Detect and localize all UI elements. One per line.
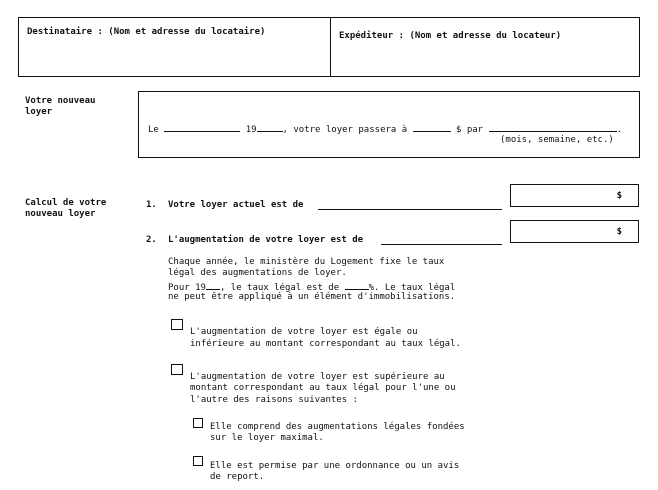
period-hint: (mois, semaine, etc.) xyxy=(500,135,614,145)
sentence-year: 19 xyxy=(245,125,257,135)
year-blank[interactable] xyxy=(206,279,220,290)
sub-option-1-line1: Elle comprend des augmentations légales fondées xyxy=(210,422,465,432)
option-a-line2: inférieure au montant correspondant au taux légal. xyxy=(190,339,461,349)
sender-label: Expéditeur : (Nom et adresse du locateur) xyxy=(339,31,562,41)
explanation-line4: ne peut être appliqué à un élément d'immobilisations. xyxy=(168,292,456,302)
new-rent-section-label-line2: loyer xyxy=(25,107,53,117)
item1-number: 1. xyxy=(146,200,157,210)
recipient-box xyxy=(18,17,331,77)
sub-option-1-checkbox[interactable] xyxy=(193,418,203,428)
current-rent-amount-box[interactable] xyxy=(510,184,639,207)
option-b-line3: l'autre des raisons suivantes : xyxy=(190,395,358,405)
sub-option-1-line2: sur le loyer maximal. xyxy=(210,433,324,443)
item1-line xyxy=(318,199,502,214)
new-rent-amount-field[interactable] xyxy=(413,121,451,132)
sentence-end: . xyxy=(616,125,622,135)
option-a-checkbox[interactable] xyxy=(171,319,183,330)
option-b-line1: L'augmentation de votre loyer est supérieure au xyxy=(190,372,445,382)
rate-blank[interactable] xyxy=(345,279,369,290)
item2-line xyxy=(381,234,502,249)
sub-option-2-line1: Elle est permise par une ordonnance ou un avis xyxy=(210,461,460,471)
sender-box xyxy=(330,17,640,77)
sub-option-2-checkbox[interactable] xyxy=(193,456,203,466)
explanation-line1: Chaque année, le ministère du Logement fixe le taux xyxy=(168,257,445,267)
currency-symbol: $ xyxy=(616,227,622,237)
calc-section-label-line1: Calcul de votre xyxy=(25,198,107,208)
item2-text: L'augmentation de votre loyer est de xyxy=(168,235,364,245)
year-field[interactable] xyxy=(257,121,283,132)
explanation-line3-a: Pour 19 xyxy=(168,283,206,293)
sentence-le: Le xyxy=(148,125,159,135)
new-rent-box xyxy=(138,91,640,158)
explanation-line2: légal des augmentations de loyer. xyxy=(168,268,347,278)
increase-amount-box[interactable] xyxy=(510,220,639,243)
sentence-mid: , votre loyer passera à xyxy=(282,125,408,135)
currency-symbol: $ xyxy=(616,191,622,201)
sub-option-2-line2: de report. xyxy=(210,472,265,482)
recipient-label: Destinataire : (Nom et adresse du locataire) xyxy=(27,27,266,37)
option-b-line2: montant correspondant au taux légal pour l'une ou xyxy=(190,383,456,393)
date-field[interactable] xyxy=(164,121,240,132)
explanation-line3-b: , le taux légal est de xyxy=(219,283,340,293)
new-rent-section-label-line1: Votre nouveau xyxy=(25,96,96,106)
sentence-currency: $ par xyxy=(456,125,484,135)
item1-text: Votre loyer actuel est de xyxy=(168,200,304,210)
calc-section-label-line2: nouveau loyer xyxy=(25,209,96,219)
period-field[interactable] xyxy=(489,121,617,132)
option-a-line1: L'augmentation de votre loyer est égale ou xyxy=(190,327,418,337)
explanation-line3-c: %. Le taux légal xyxy=(368,283,456,293)
option-b-checkbox[interactable] xyxy=(171,364,183,375)
item2-number: 2. xyxy=(146,235,157,245)
